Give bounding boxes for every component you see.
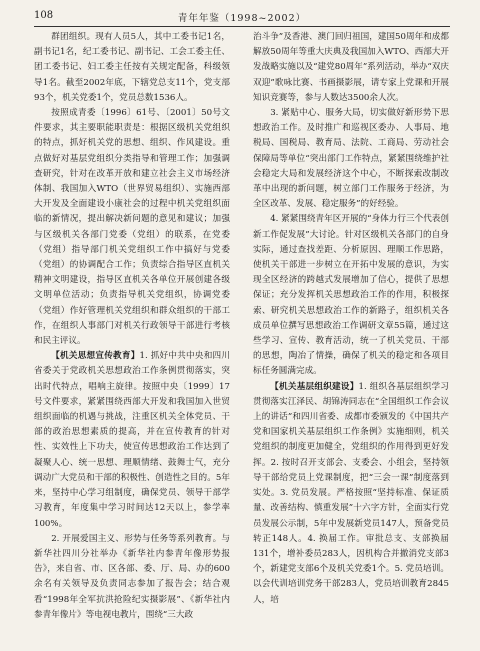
- section-heading-ideology: 【机关思想宣传教育】: [51, 351, 140, 362]
- section-paragraph: [253, 380, 449, 608]
- paragraph: 治斗争”及香港、澳门回归祖国，建国50周年和成都解放50周年等重大庆典及我国加入WTO、西部大开发战略实施以及“建党80周年”系列活动，举办“双庆双迎”歌咏比赛、书画摄影展，请专家上党课和开展知识竞赛等，参与人数达3500余人次。: [253, 32, 449, 103]
- paragraph: 3. 紧贴中心、服务大局，切实做好新形势下思想政治工作。及时推广和巡视区委办、人事局、地税局、国税局、教育局、法院、工商局、劳动社会保障局等单位“突出部门工作特点，紧紧围绕维护社会稳定大局和发展经济这个中心，不断探索改制改革中出现的新问题，树立部门工作服务于经济，为全区改革、发展、稳定服务”的好经验。: [253, 108, 449, 210]
- right-column: [253, 30, 449, 644]
- paragraph: 群团组织。现有人员5人，其中工委书记1名，副书记1名，纪工委书记、副书记、工会工委主任、团工委书记、妇工委主任按有关规定配备，科级领导1名。截至2002年底，下辖党总支11个，党支部93个，机关党委1个，党员总数1536人。: [34, 32, 230, 103]
- section-body: 1. 抓好中共中央和四川省委关于党政机关思想政治工作条例贯彻落实，突出时代特点，唱响主旋律。按照中央〔1999〕17号文件要求，紧紧围绕西部大开发和我国加入世贸组织面临的机遇与挑战，注重区机关全体党员、干部的政治思想素质的提高，并在宣传教育的针对性、实效性上下功夫，使宣传思想政治工作达到了凝聚人心、统一思想、理顺情绪、鼓舞士气，充分调动广大党员和干部的积极性、创造性之目的。5年来，坚持中心学习组制度，确保党员、领导干部学习教育，年度集中学习时间达12天以上，参学率100%。: [34, 351, 230, 529]
- paragraph: 4. 紧紧围绕青年区开展的“身体力行三个代表创新工作促发展”大讨论。针对区级机关各部门的自身实际，通过查找差距、分析原因、理顺工作思路，使机关干部进一步树立在开拓中发展的意识，为实现全区经济的跨越式发展增加了信心，提供了思想保证；充分发挥机关思想政治工作的作用，积极探索、研究机关思想政治工作的新路子，组织机关各成员单位撰写思想政治工作调研文章55篇，通过这些学习、宣传、教育活动，统一了机关党员、干部的思想，陶冶了情操，确保了机关的稳定和各项目标任务圆满完成。: [253, 214, 449, 377]
- paragraph: 按照成青委〔1996〕61号、〔2001〕50号文件要求，其主要职能职责是：根据区级机关党组织的特点，抓好机关党的思想、组织、作风建设。重点做好对基层党组织分类指导和管理工作；加强调查研究，针对在改革开放和建立社会主义市场经济体制、我国加入WTO（世界贸易组织）、实施西部大开发及全面建设小康社会的过程中机关党组织面临的新情况，提出解决新问题的意见和建议；加强与区级机关各部门党委（党组）的联系，在党委（党组）指导部门机关党组织工作中搞好与党委（党组）的协调配合工作；负责综合指导区直机关精神文明建设，指导区直机关各单位开展创建各级文明单位活动；负责指导机关党组织，协调党委（党组）作好管理机关党组织和群众组织的干部工作，在组织人事部门对机关行政领导干部进行考核和民主评议。: [34, 108, 230, 347]
- page-header: [34, 10, 450, 27]
- section-body: 1. 组织各基层组织学习贯彻落实江泽民、胡锦涛同志在“全国组织工作会议上的讲话”和四川省委、成都市委颁发的《中国共产党和国家机关基层组织工作条例》实施细则，机关党组织的制度更加健全，党组织的作用得到更好发挥。2. 按时召开支部会、支委会、小组会，坚持领导干部给党员上党课制度，把“三会一课”制度落到实处。3. 党员发展。严格按照“坚持标准、保证质量、改善结构、慎重发展”十六字方针，全面实行党员发展公示制，5年中发展新党员147人，预备党员转正148人。4. 换届工作。审批总支、支部换届131个，增补委员283人，因机构合并撤消党支部3个，新建党支部6个及机关党委1个。5. 党员培训。以会代训培训党务干部283人，党员培训教育2845人，培: [253, 381, 449, 605]
- running-title: 青年年鉴（1998~2002）: [177, 13, 307, 24]
- page-number: 108: [34, 10, 54, 21]
- section-heading-organization: 【机关基层组织建设】: [270, 381, 359, 392]
- section-paragraph: [34, 349, 230, 531]
- paragraph: 2. 开展爱国主义、形势与任务等系列教育。与新华社四川分社举办《新华社内参青年像形势报告》，来自省、市、区各部、委、厅、局、办的600余名有关领导及负责同志参加了报告会；结合观看“1998年全军抗洪抢险纪实摄影展”、《新华社内参青年像片》等电视电教片，围绕“三大政: [34, 533, 230, 620]
- left-column: [34, 30, 230, 644]
